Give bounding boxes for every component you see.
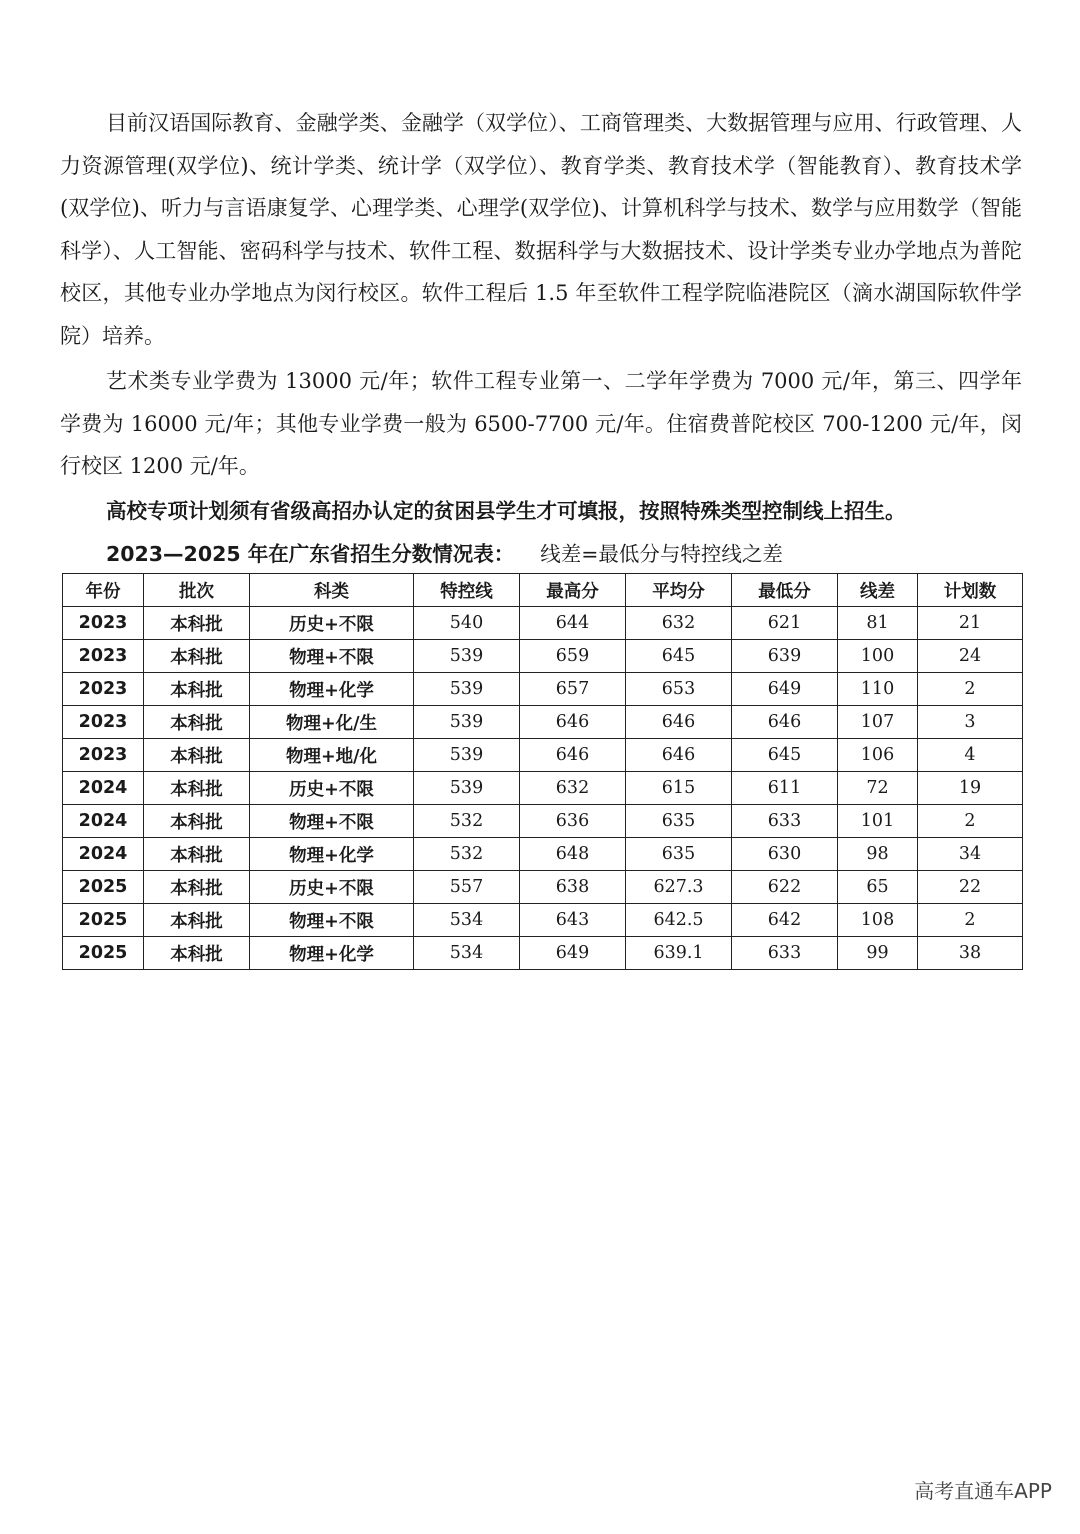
table-cell: 2023 (63, 739, 144, 772)
table-cell: 635 (626, 838, 732, 871)
table-cell: 638 (520, 871, 626, 904)
special-plan-notice: 高校专项计划须有省级高招办认定的贫困县学生才可填报，按照特殊类型控制线上招生。 (106, 499, 906, 523)
table-cell: 21 (918, 607, 1023, 640)
table-title: 2023—2025 年在广东省招生分数情况表： (106, 542, 515, 566)
table-cell: 2024 (63, 838, 144, 871)
table-cell: 本科批 (144, 904, 250, 937)
table-cell: 615 (626, 772, 732, 805)
table-cell: 534 (414, 937, 520, 970)
table-cell: 2024 (63, 772, 144, 805)
table-cell: 539 (414, 706, 520, 739)
table-cell: 物理+不限 (250, 805, 414, 838)
column-header: 平均分 (626, 574, 732, 607)
table-cell: 642.5 (626, 904, 732, 937)
table-cell: 本科批 (144, 772, 250, 805)
table-row (63, 805, 1023, 838)
table-cell: 540 (414, 607, 520, 640)
table-cell: 2 (918, 673, 1023, 706)
table-cell: 2023 (63, 640, 144, 673)
table-note: 线差=最低分与特控线之差 (540, 542, 783, 566)
column-header: 年份 (63, 574, 144, 607)
table-cell: 621 (732, 607, 838, 640)
table-cell: 19 (918, 772, 1023, 805)
table-cell: 644 (520, 607, 626, 640)
table-cell: 627.3 (626, 871, 732, 904)
table-cell: 物理+化学 (250, 838, 414, 871)
table-cell: 635 (626, 805, 732, 838)
table-cell: 2023 (63, 673, 144, 706)
table-cell: 2 (918, 904, 1023, 937)
table-cell: 2024 (63, 805, 144, 838)
table-cell: 649 (732, 673, 838, 706)
table-cell: 历史+不限 (250, 607, 414, 640)
table-cell: 539 (414, 739, 520, 772)
table-cell: 历史+不限 (250, 772, 414, 805)
table-cell: 632 (626, 607, 732, 640)
table-cell: 本科批 (144, 871, 250, 904)
table-cell: 本科批 (144, 739, 250, 772)
table-cell: 34 (918, 838, 1023, 871)
table-cell: 108 (838, 904, 918, 937)
table-cell: 646 (520, 706, 626, 739)
table-cell: 72 (838, 772, 918, 805)
table-cell: 539 (414, 673, 520, 706)
table-row (63, 607, 1023, 640)
column-header: 线差 (838, 574, 918, 607)
table-cell: 物理+化学 (250, 673, 414, 706)
table-cell: 物理+不限 (250, 904, 414, 937)
table-cell: 2023 (63, 706, 144, 739)
table-cell: 本科批 (144, 607, 250, 640)
table-cell: 3 (918, 706, 1023, 739)
table-cell: 657 (520, 673, 626, 706)
table-cell: 659 (520, 640, 626, 673)
table-cell: 646 (626, 739, 732, 772)
table-cell: 653 (626, 673, 732, 706)
table-cell: 646 (732, 706, 838, 739)
table-row (63, 937, 1023, 970)
table-cell: 本科批 (144, 706, 250, 739)
table-cell: 2023 (63, 607, 144, 640)
table-cell: 4 (918, 739, 1023, 772)
table-cell: 110 (838, 673, 918, 706)
table-cell: 物理+不限 (250, 640, 414, 673)
table-row (63, 871, 1023, 904)
table-row (63, 904, 1023, 937)
tuition-fee-paragraph: 艺术类专业学费为 13000 元/年；软件工程专业第一、二学年学费为 7000 元/年，第三、四学年学费为 16000 元/年；其他专业学费一般为 6500-7700 元/年。住宿费普陀校区 700-1200 元/年，闵行校区 1200 元/年。 (60, 369, 1022, 478)
table-cell: 646 (626, 706, 732, 739)
column-header: 科类 (250, 574, 414, 607)
table-cell: 643 (520, 904, 626, 937)
table-cell: 639.1 (626, 937, 732, 970)
table-cell: 645 (626, 640, 732, 673)
table-row (63, 673, 1023, 706)
table-cell: 2025 (63, 904, 144, 937)
table-cell: 630 (732, 838, 838, 871)
table-cell: 633 (732, 937, 838, 970)
table-cell: 106 (838, 739, 918, 772)
table-title-row (106, 537, 783, 567)
column-header: 最高分 (520, 574, 626, 607)
table-row (63, 706, 1023, 739)
table-row (63, 640, 1023, 673)
column-header: 最低分 (732, 574, 838, 607)
table-cell: 101 (838, 805, 918, 838)
table-body (63, 607, 1023, 970)
table-cell: 本科批 (144, 673, 250, 706)
table-cell: 历史+不限 (250, 871, 414, 904)
table-cell: 22 (918, 871, 1023, 904)
table-cell: 38 (918, 937, 1023, 970)
table-cell: 642 (732, 904, 838, 937)
table-row (63, 772, 1023, 805)
table-cell: 2025 (63, 937, 144, 970)
column-header: 批次 (144, 574, 250, 607)
table-cell: 本科批 (144, 640, 250, 673)
table-cell: 645 (732, 739, 838, 772)
table-cell: 636 (520, 805, 626, 838)
campus-location-paragraph: 目前汉语国际教育、金融学类、金融学（双学位）、工商管理类、大数据管理与应用、行政管理、人力资源管理(双学位)、统计学类、统计学（双学位）、教育学类、教育技术学（智能教育）、教育技术学(双学位)、听力与言语康复学、心理学类、心理学(双学位)、计算机科学与技术、数学与应用数学（智能科学）、人工智能、密码科学与技术、软件工程、数据科学与大数据技术、设计学类专业办学地点为普陀校区，其他专业办学地点为闵行校区。软件工程后 1.5 年至软件工程学院临港院区（滴水湖国际软件学院）培养。 (60, 111, 1022, 348)
table-cell: 本科批 (144, 805, 250, 838)
table-cell: 534 (414, 904, 520, 937)
table-cell: 2 (918, 805, 1023, 838)
table-cell: 2025 (63, 871, 144, 904)
table-cell: 633 (732, 805, 838, 838)
table-cell: 99 (838, 937, 918, 970)
table-header-row (63, 574, 1023, 607)
table-cell: 100 (838, 640, 918, 673)
admission-score-table (62, 573, 1023, 970)
table-cell: 648 (520, 838, 626, 871)
table-cell: 539 (414, 640, 520, 673)
table-cell: 98 (838, 838, 918, 871)
table-cell: 639 (732, 640, 838, 673)
column-header: 计划数 (918, 574, 1023, 607)
table-cell: 物理+地/化 (250, 739, 414, 772)
table-row (63, 838, 1023, 871)
table-cell: 646 (520, 739, 626, 772)
table-cell: 632 (520, 772, 626, 805)
table-cell: 539 (414, 772, 520, 805)
watermark-text: 高考直通车APP (914, 1479, 1052, 1503)
table-row (63, 739, 1023, 772)
table-cell: 81 (838, 607, 918, 640)
table-cell: 24 (918, 640, 1023, 673)
table-cell: 本科批 (144, 838, 250, 871)
table-cell: 65 (838, 871, 918, 904)
table-cell: 物理+化学 (250, 937, 414, 970)
table-cell: 107 (838, 706, 918, 739)
table-cell: 本科批 (144, 937, 250, 970)
table-cell: 649 (520, 937, 626, 970)
table-cell: 611 (732, 772, 838, 805)
table-cell: 557 (414, 871, 520, 904)
table-cell: 622 (732, 871, 838, 904)
column-header: 特控线 (414, 574, 520, 607)
table-cell: 532 (414, 805, 520, 838)
table-cell: 物理+化/生 (250, 706, 414, 739)
table-cell: 532 (414, 838, 520, 871)
